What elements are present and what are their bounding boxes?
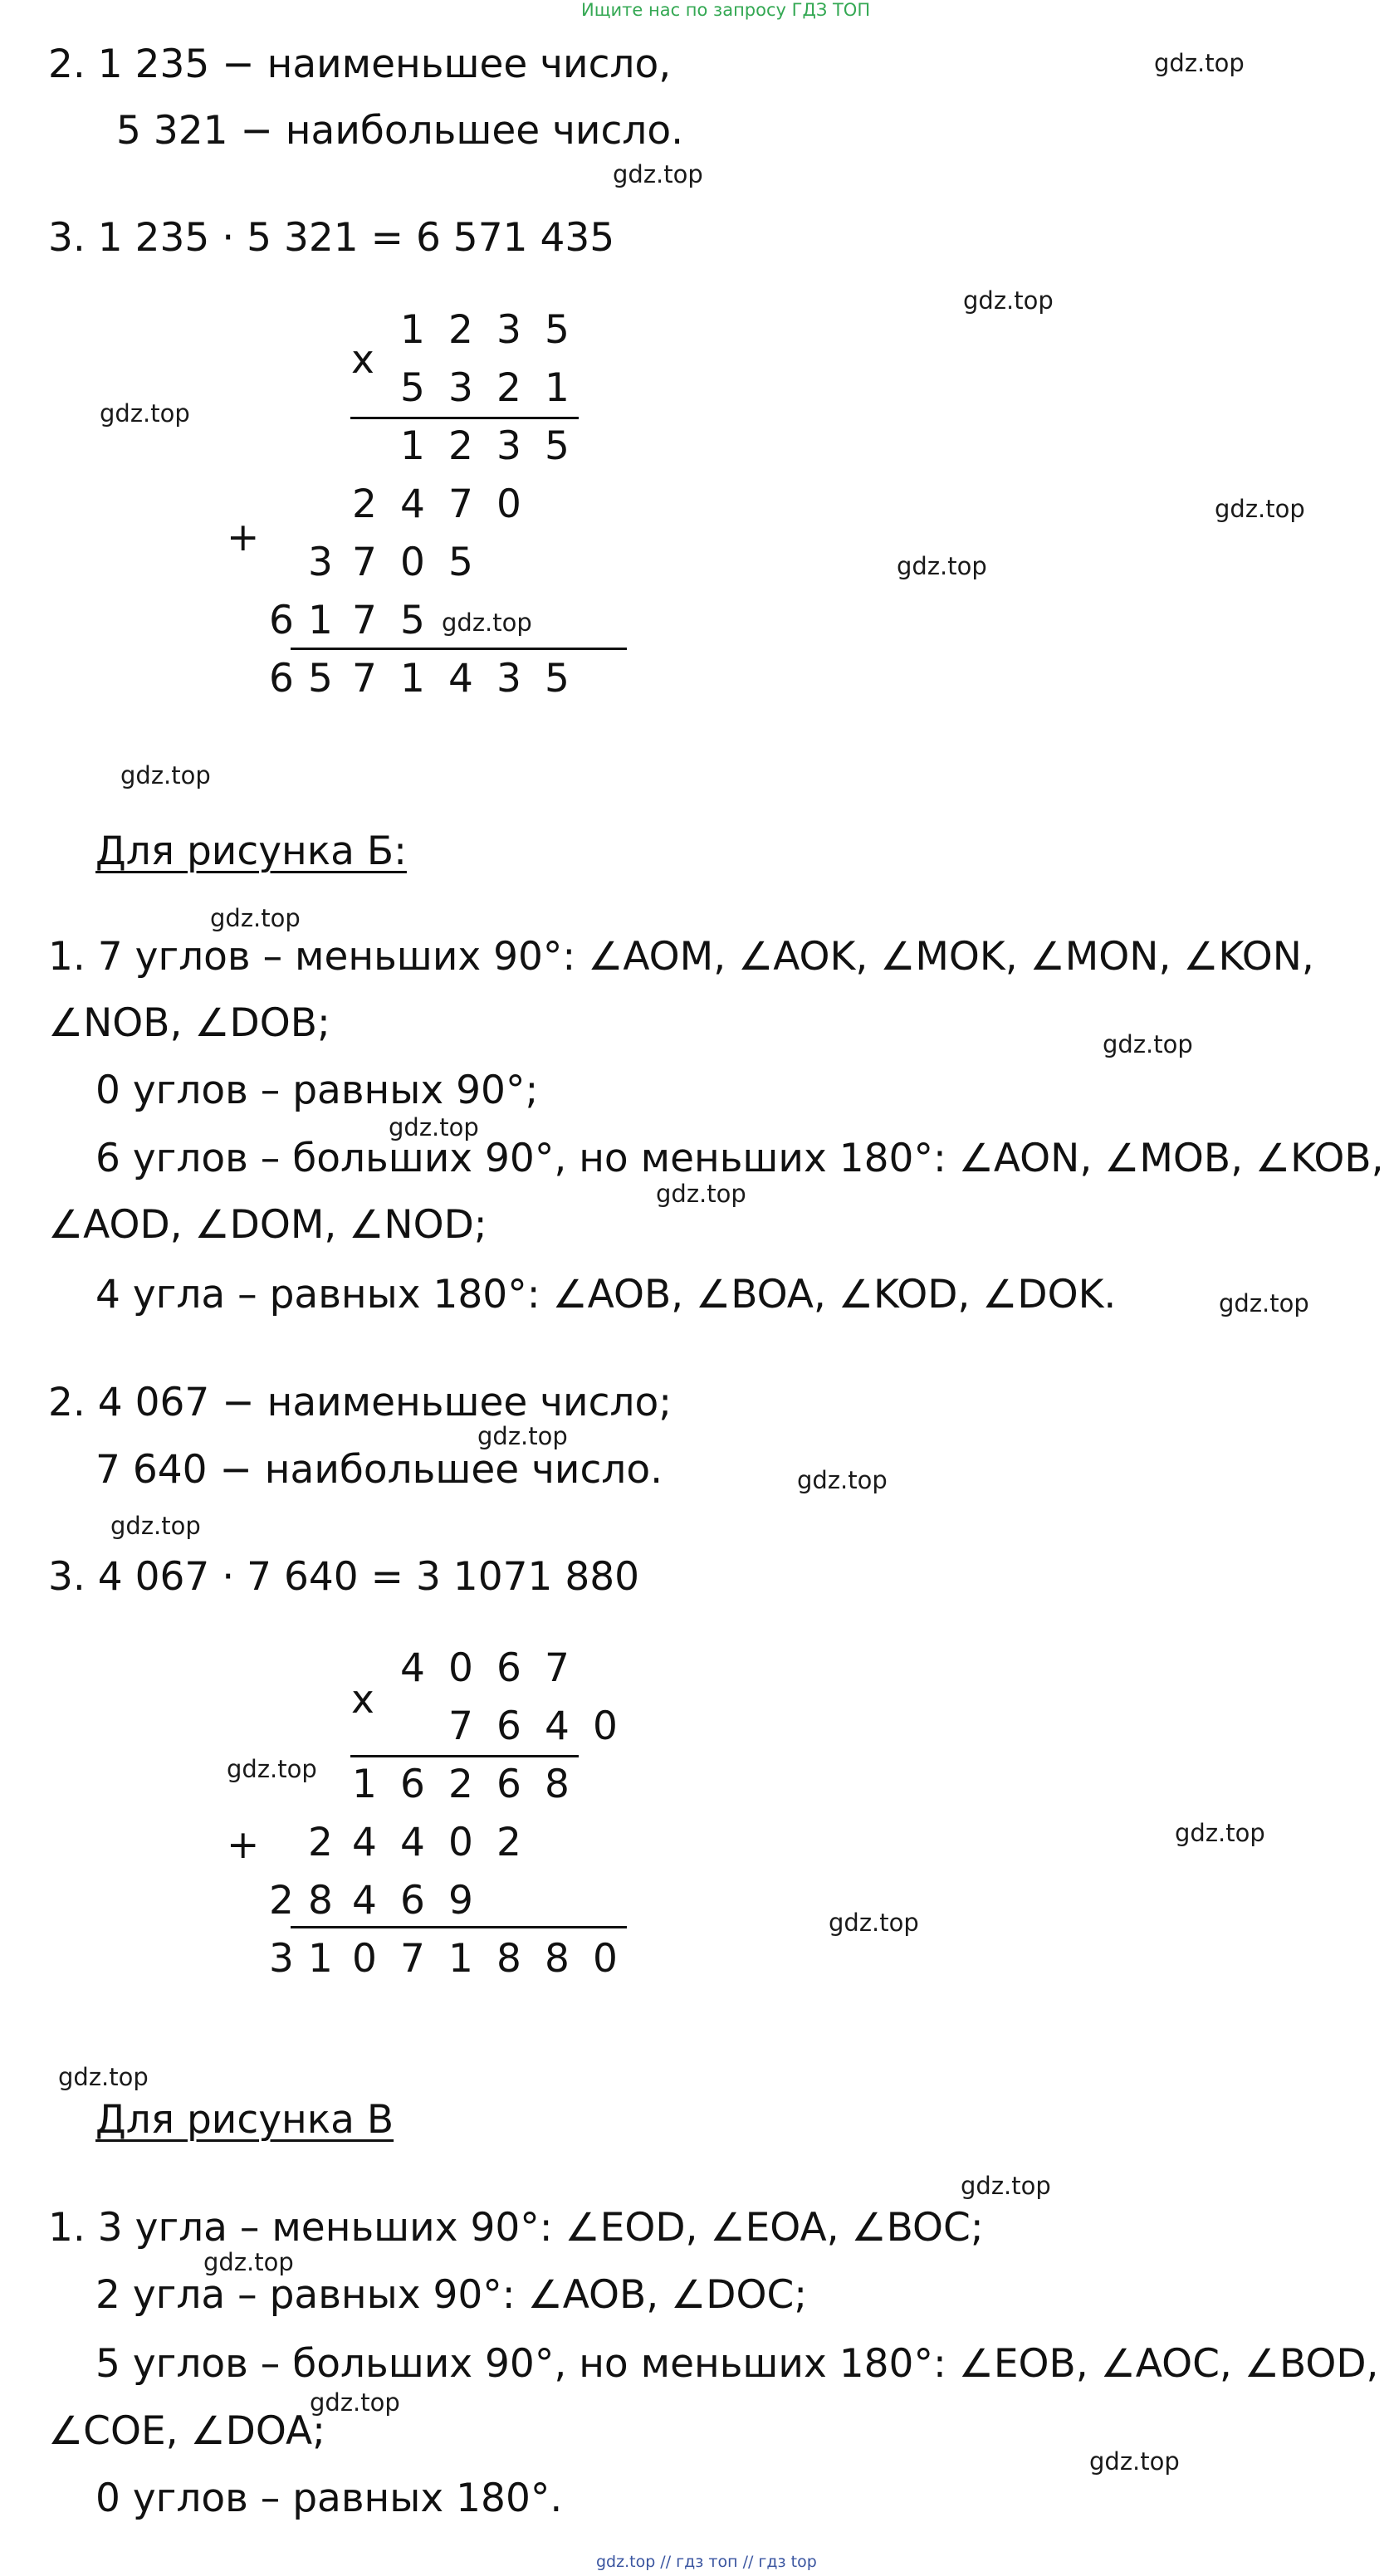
- b-title: Для рисунка Б:: [95, 829, 407, 874]
- watermark: gdz.top: [829, 1909, 919, 1937]
- digit: 2: [496, 365, 521, 411]
- digit: 5: [448, 540, 473, 585]
- site-footer: gdz.top // гдз топ // гдз top: [596, 2553, 817, 2571]
- digit: 6: [496, 1645, 521, 1691]
- a-rule-1: [350, 417, 579, 419]
- c-line-1e: 0 углов – равных 180°.: [95, 2476, 563, 2521]
- digit: 6: [269, 598, 294, 643]
- digit: 5: [308, 656, 333, 701]
- b-rule-1: [350, 1755, 579, 1757]
- digit: 2: [496, 1820, 521, 1865]
- digit: 8: [308, 1878, 333, 1923]
- watermark: gdz.top: [58, 2063, 149, 2091]
- watermark: gdz.top: [961, 2172, 1051, 2200]
- digit: 4: [352, 1878, 377, 1923]
- digit: 4: [545, 1703, 570, 1749]
- b-mult-sign: x: [351, 1677, 374, 1723]
- digit: 1: [400, 307, 425, 353]
- watermark: gdz.top: [1103, 1030, 1193, 1058]
- digit: 0: [448, 1645, 473, 1691]
- digit: 2: [448, 307, 473, 353]
- digit: 1: [400, 423, 425, 469]
- b-line-1a: 1. 7 углов – меньших 90°: ∠AOM, ∠AOK, ∠MOK, ∠MON, ∠KON,: [48, 934, 1314, 980]
- digit: 1: [400, 656, 425, 701]
- watermark: gdz.top: [442, 609, 532, 637]
- digit: 0: [400, 540, 425, 585]
- site-header: Ищите нас по запросу ГДЗ ТОП: [581, 0, 871, 20]
- digit: 2: [269, 1878, 294, 1923]
- digit: 1: [308, 1936, 333, 1982]
- c-line-1c: 5 углов – больших 90°, но меньших 180°: ∠EOB, ∠AOC, ∠BOD,: [95, 2341, 1379, 2387]
- digit: 2: [308, 1820, 333, 1865]
- digit: 7: [448, 481, 473, 527]
- watermark: gdz.top: [110, 1512, 201, 1540]
- watermark: gdz.top: [310, 2388, 400, 2417]
- a-rule-2: [291, 648, 627, 650]
- watermark: gdz.top: [477, 1422, 568, 1450]
- digit: 4: [400, 481, 425, 527]
- watermark: gdz.top: [1215, 495, 1305, 523]
- digit: 2: [352, 481, 377, 527]
- digit: 6: [400, 1878, 425, 1923]
- watermark: gdz.top: [203, 2248, 294, 2276]
- watermark: gdz.top: [897, 552, 987, 580]
- digit: 8: [496, 1936, 521, 1982]
- digit: 1: [308, 598, 333, 643]
- digit: 6: [496, 1762, 521, 1807]
- digit: 0: [593, 1703, 618, 1749]
- a-line-2a: 2. 1 235 − наименьшее число,: [48, 42, 672, 87]
- digit: 6: [496, 1703, 521, 1749]
- b-line-1d: 6 углов – больших 90°, но меньших 180°: ∠AON, ∠MOB, ∠KOB,: [95, 1136, 1384, 1181]
- b-rule-2: [291, 1926, 627, 1928]
- a-line-2b: 5 321 − наибольшее число.: [116, 108, 684, 154]
- digit: 5: [400, 365, 425, 411]
- digit: 6: [400, 1762, 425, 1807]
- digit: 7: [400, 1936, 425, 1982]
- watermark: gdz.top: [1175, 1819, 1265, 1847]
- digit: 8: [545, 1762, 570, 1807]
- digit: 7: [352, 540, 377, 585]
- watermark: gdz.top: [1154, 49, 1245, 77]
- watermark: gdz.top: [389, 1113, 479, 1141]
- watermark: gdz.top: [656, 1180, 746, 1208]
- digit: 7: [352, 656, 377, 701]
- digit: 5: [545, 307, 570, 353]
- digit: 4: [448, 656, 473, 701]
- digit: 7: [448, 1703, 473, 1749]
- digit: 4: [352, 1820, 377, 1865]
- b-line-2b: 7 640 − наибольшее число.: [95, 1447, 663, 1493]
- b-line-1e: ∠AOD, ∠DOM, ∠NOD;: [48, 1202, 487, 1248]
- digit: 0: [352, 1936, 377, 1982]
- digit: 5: [545, 423, 570, 469]
- digit: 4: [400, 1820, 425, 1865]
- digit: 2: [448, 423, 473, 469]
- watermark: gdz.top: [210, 904, 301, 932]
- c-line-1d: ∠COE, ∠DOA;: [48, 2408, 326, 2454]
- a-plus-sign: +: [227, 515, 260, 560]
- b-line-1f: 4 угла – равных 180°: ∠AOB, ∠BOA, ∠KOD, ∠DOK.: [95, 1272, 1117, 1317]
- digit: 4: [400, 1645, 425, 1691]
- watermark: gdz.top: [963, 286, 1054, 315]
- a-line-3: 3. 1 235 · 5 321 = 6 571 435: [48, 215, 615, 261]
- digit: 3: [496, 656, 521, 701]
- digit: 6: [269, 656, 294, 701]
- watermark: gdz.top: [797, 1466, 888, 1494]
- digit: 7: [352, 598, 377, 643]
- digit: 0: [496, 481, 521, 527]
- digit: 7: [545, 1645, 570, 1691]
- digit: 1: [448, 1936, 473, 1982]
- digit: 0: [448, 1820, 473, 1865]
- watermark: gdz.top: [100, 399, 190, 428]
- digit: 3: [496, 307, 521, 353]
- a-mult-sign: x: [351, 337, 374, 383]
- b-line-1c: 0 углов – равных 90°;: [95, 1068, 539, 1113]
- c-title: Для рисунка В: [95, 2097, 394, 2143]
- watermark: gdz.top: [1219, 1289, 1309, 1317]
- watermark: gdz.top: [613, 160, 703, 188]
- digit: 3: [496, 423, 521, 469]
- digit: 5: [400, 598, 425, 643]
- digit: 1: [352, 1762, 377, 1807]
- c-line-1a: 1. 3 угла – меньших 90°: ∠EOD, ∠EOA, ∠BOC;: [48, 2205, 984, 2251]
- b-line-2a: 2. 4 067 − наименьшее число;: [48, 1380, 672, 1425]
- c-line-1b: 2 угла – равных 90°: ∠AOB, ∠DOC;: [95, 2272, 808, 2318]
- b-line-1b: ∠NOB, ∠DOB;: [48, 1000, 330, 1046]
- b-line-3: 3. 4 067 · 7 640 = 3 1071 880: [48, 1554, 640, 1600]
- digit: 2: [448, 1762, 473, 1807]
- digit: 9: [448, 1878, 473, 1923]
- b-plus-sign: +: [227, 1822, 260, 1868]
- digit: 0: [593, 1936, 618, 1982]
- digit: 3: [308, 540, 333, 585]
- digit: 3: [269, 1936, 294, 1982]
- watermark: gdz.top: [227, 1755, 317, 1783]
- digit: 3: [448, 365, 473, 411]
- digit: 5: [545, 656, 570, 701]
- watermark: gdz.top: [1089, 2447, 1180, 2476]
- watermark: gdz.top: [120, 761, 211, 789]
- digit: 8: [545, 1936, 570, 1982]
- digit: 1: [545, 365, 570, 411]
